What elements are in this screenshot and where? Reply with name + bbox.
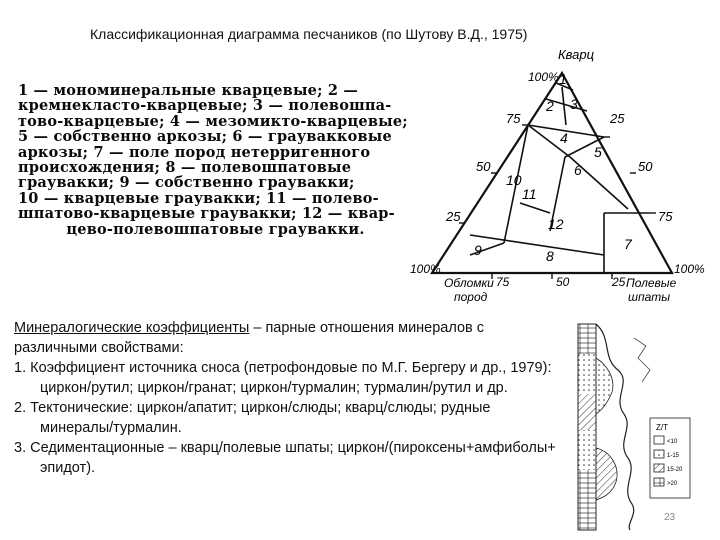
strat-legend-swatch: [654, 450, 664, 458]
field-label: 10: [506, 172, 522, 188]
legend-line: граувакки; 9 — собственно граувакки;: [18, 174, 355, 192]
strat-legend-swatch: [654, 464, 664, 472]
legend-line: цево-полевошпатовые граувакки.: [66, 220, 365, 238]
quartz-vertex-percent: 100%: [528, 70, 559, 84]
rock-fragments-label-line1: Обломки: [444, 276, 494, 290]
tick-label-bottom: 50: [556, 275, 570, 289]
term-mineralogical-coefficients: Минералогические коэффициенты: [14, 320, 250, 336]
strat-sketch-line: [634, 338, 650, 382]
legend-line: аркозы; 7 — поле пород нетерригенного: [18, 143, 371, 161]
mineral-coefficients-text: [14, 318, 559, 478]
coefficient-list: [14, 358, 559, 478]
strat-legend-label: >20: [667, 481, 678, 487]
quartz-vertex-label: Кварц: [558, 47, 595, 62]
stratigraphic-column-figure: [572, 318, 692, 536]
strat-layer: [578, 430, 596, 470]
feldspar-label-line1: Полевые: [626, 276, 677, 290]
tick-label-bottom: 25: [612, 275, 626, 289]
field-numbers: [474, 71, 633, 264]
field-label: 1: [559, 71, 567, 87]
legend-line: 1 — мономинеральные кварцевые; 2 —: [18, 82, 359, 99]
legend-line: 10 — кварцевые граувакки; 11 — полево-: [18, 189, 379, 207]
tick-label-left: 75: [506, 111, 521, 126]
strat-legend-label: <10: [667, 439, 678, 445]
legend-line: 5 — собственно аркозы; 6 — граувакковые: [18, 128, 392, 146]
list-item: 2. Тектонические: циркон/апатит; циркон/слюды; кварц/слюды; рудные минералы/турмалин.: [14, 400, 491, 436]
field-label: 3: [570, 96, 578, 112]
strat-layer: [578, 324, 596, 354]
sandstone-ternary-diagram: [410, 45, 705, 315]
strat-legend-header: Z/T: [656, 423, 668, 432]
tick-label-right: 25: [610, 111, 625, 126]
strat-legend-swatch: [654, 478, 664, 486]
intro-definition: – парные отношения минералов с различными свойствами:: [14, 320, 485, 356]
field-label: 7: [624, 236, 632, 252]
tick-label-left: 25: [446, 209, 461, 224]
page-number: 23: [664, 512, 676, 523]
list-item: 3. Седиментационные – кварц/полевые шпаты; циркон/(пироксены+амфиболы+ эпидот).: [14, 440, 556, 476]
strat-layer: [578, 470, 596, 530]
strat-layer: [578, 394, 596, 430]
legend-line: тово-кварцевые; 4 — мезомикто-кварцевые;: [18, 112, 408, 130]
legend-line: кремнекласто-кварцевые; 3 — полевошпа-: [18, 97, 392, 115]
field-label: 12: [548, 216, 564, 232]
strat-lens: [596, 448, 617, 500]
tick-label-bottom: 75: [496, 275, 510, 289]
classification-legend: [18, 83, 413, 237]
legend-line: происхождения; 8 — полевошпатовые: [18, 159, 352, 177]
field-label: 9: [474, 242, 482, 258]
strat-lens: [596, 358, 613, 414]
field-label: 11: [522, 186, 537, 202]
rock-fragments-label-line2: пород: [454, 290, 488, 304]
legend-line: шпатово-кварцевые граувакки; 12 — квар-: [18, 205, 395, 223]
strat-legend-label: 15-20: [667, 467, 683, 473]
slide-title: Классификационная диаграмма песчаников (по Шутову В.Д., 1975): [90, 26, 528, 42]
strat-layer: [578, 354, 596, 394]
feldspar-label-line2: шпаты: [628, 290, 671, 304]
strat-legend-label: 1-15: [667, 453, 680, 459]
tick-label-right: 50: [638, 159, 653, 174]
tick-label-left: 50: [476, 159, 491, 174]
strat-curve: [596, 324, 634, 530]
field-label: 6: [574, 162, 582, 178]
tick-label-right: 75: [658, 209, 673, 224]
field-label: 8: [546, 248, 554, 264]
list-item: 1. Коэффициент источника сноса (петрофондовые по М.Г. Бергеру и др., 1979): циркон/рутил; циркон/гранат; циркон/турмалин; турмалин/рутил и др.: [14, 360, 552, 396]
field-label: 5: [594, 144, 602, 160]
intro-paragraph: [14, 318, 559, 358]
field-label: 4: [560, 130, 568, 146]
feldspar-vertex-percent: 100%: [674, 262, 705, 276]
field-label: 2: [546, 98, 554, 114]
rock-fragments-vertex-percent: 100%: [410, 262, 441, 276]
